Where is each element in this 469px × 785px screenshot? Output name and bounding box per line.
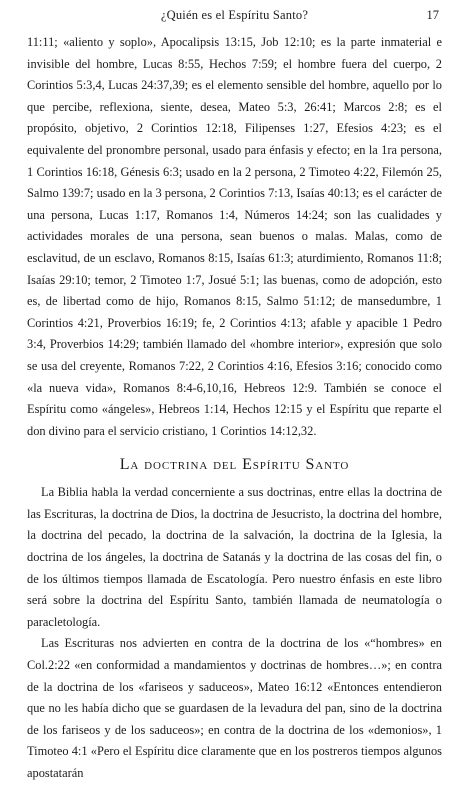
paragraph-continued: 11:11; «aliento y soplo», Apocalipsis 13:15, Job 12:10; es la parte inmaterial e invisible del hombre, Lucas 8:55, Hechos 7:59; el hombre fuera del cuerpo, 2 Corintios 5:3,4, Lucas 24:37,39; es el elemento sensible del hombre, aquello por lo que percibe, reflexiona, siente, desea, Mateo 5:3, 26:41; Marcos 2:8; es el propósito, objetivo, 2 Corintios 12:18, Filipenses 1:27, Efesios 4:23; es el equivalente del pronombre personal, usado para énfasis y efecto; en la 1ra persona, 1 Corintios 16:18, Génesis 6:3; usado en la 2 persona, 2 Timoteo 4:22, Filemón 25, Salmo 139:7; usado en la 3 persona, 2 Corintios 7:13, Isaías 40:13; es el carácter de una persona, Lucas 1:17, Romanos 1:4, Números 14:24; son las cualidades y actividades morales de una persona, sean buenos o malas. Malas, como de esclavitud, de un esclavo, Romanos 8:15, Isaías 61:3; aturdimiento, Romanos 11:8; Isaías 29:10; temor, 2 Timoteo 1:7, Josué 5:1; las buenas, como de adopción, esto es, de libertad como de hijo, Romanos 8:15, Salmo 51:12; de mansedumbre, 1 Corintios 4:21, Proverbios 16:19; fe, 2 Corintios 4:13; afable y apacible 1 Pedro 3:4, Proverbios 14:29; también llamado del «hombre interior», expresión que solo se usa del creyente, Romanos 7:22, 2 Corintios 4:16, Efesios 3:16; conocido como «la nueva vida», Romanos 8:4-6,10,16, Hebreos 12:9. También se conoce el Espíritu como «ángeles», Hebreos 1:14, Hechos 12:15 y el Espíritu que reparte el don divino para el servicio cristiano, 1 Corintios 14:12,32.: [27, 35, 442, 438]
page-number: 17: [426, 8, 439, 22]
paragraph-warnings: Las Escrituras nos advierten en contra de la doctrina de los «“hombres» en Col.2:22 «en conformidad a mandamientos y doctrinas de hombres…»; en contra de la doctrina de los «fariseos y saduceos», Mateo 16:12 «Entonces entendieron que no les había dicho que se guardasen de la levadura del pan, sino de la doctrina de los fariseos y de los saduceos»; en contra de la doctrina de los «demonios», 1 Timoteo 4:1 «Pero el Espíritu dice claramente que en los postreros tiempos algunos apostatarán: [27, 636, 442, 780]
running-header: [28, 8, 441, 28]
running-title: ¿Quién es el Espíritu Santo?: [160, 8, 309, 22]
paragraph-doctrines: La Biblia habla la verdad concerniente a sus doctrinas, entre ellas la doctrina de las Escrituras, la doctrina de Dios, la doctrina de Jesucristo, la doctrina del hombre, la doctrina del pecado, la doctrina de la salvación, la doctrina de la Iglesia, la doctrina de los ángeles, la doctrina de Satanás y la doctrina de las cosas del fin, o de los últimos tiempos llamada de Escatología. Pero nuestro énfasis en este libro será sobre la doctrina del Espíritu Santo, también llamada de neumatología o paracletología.: [27, 485, 442, 629]
section-heading: La doctrina del Espíritu Santo: [119, 456, 350, 474]
body-text: [27, 32, 442, 785]
